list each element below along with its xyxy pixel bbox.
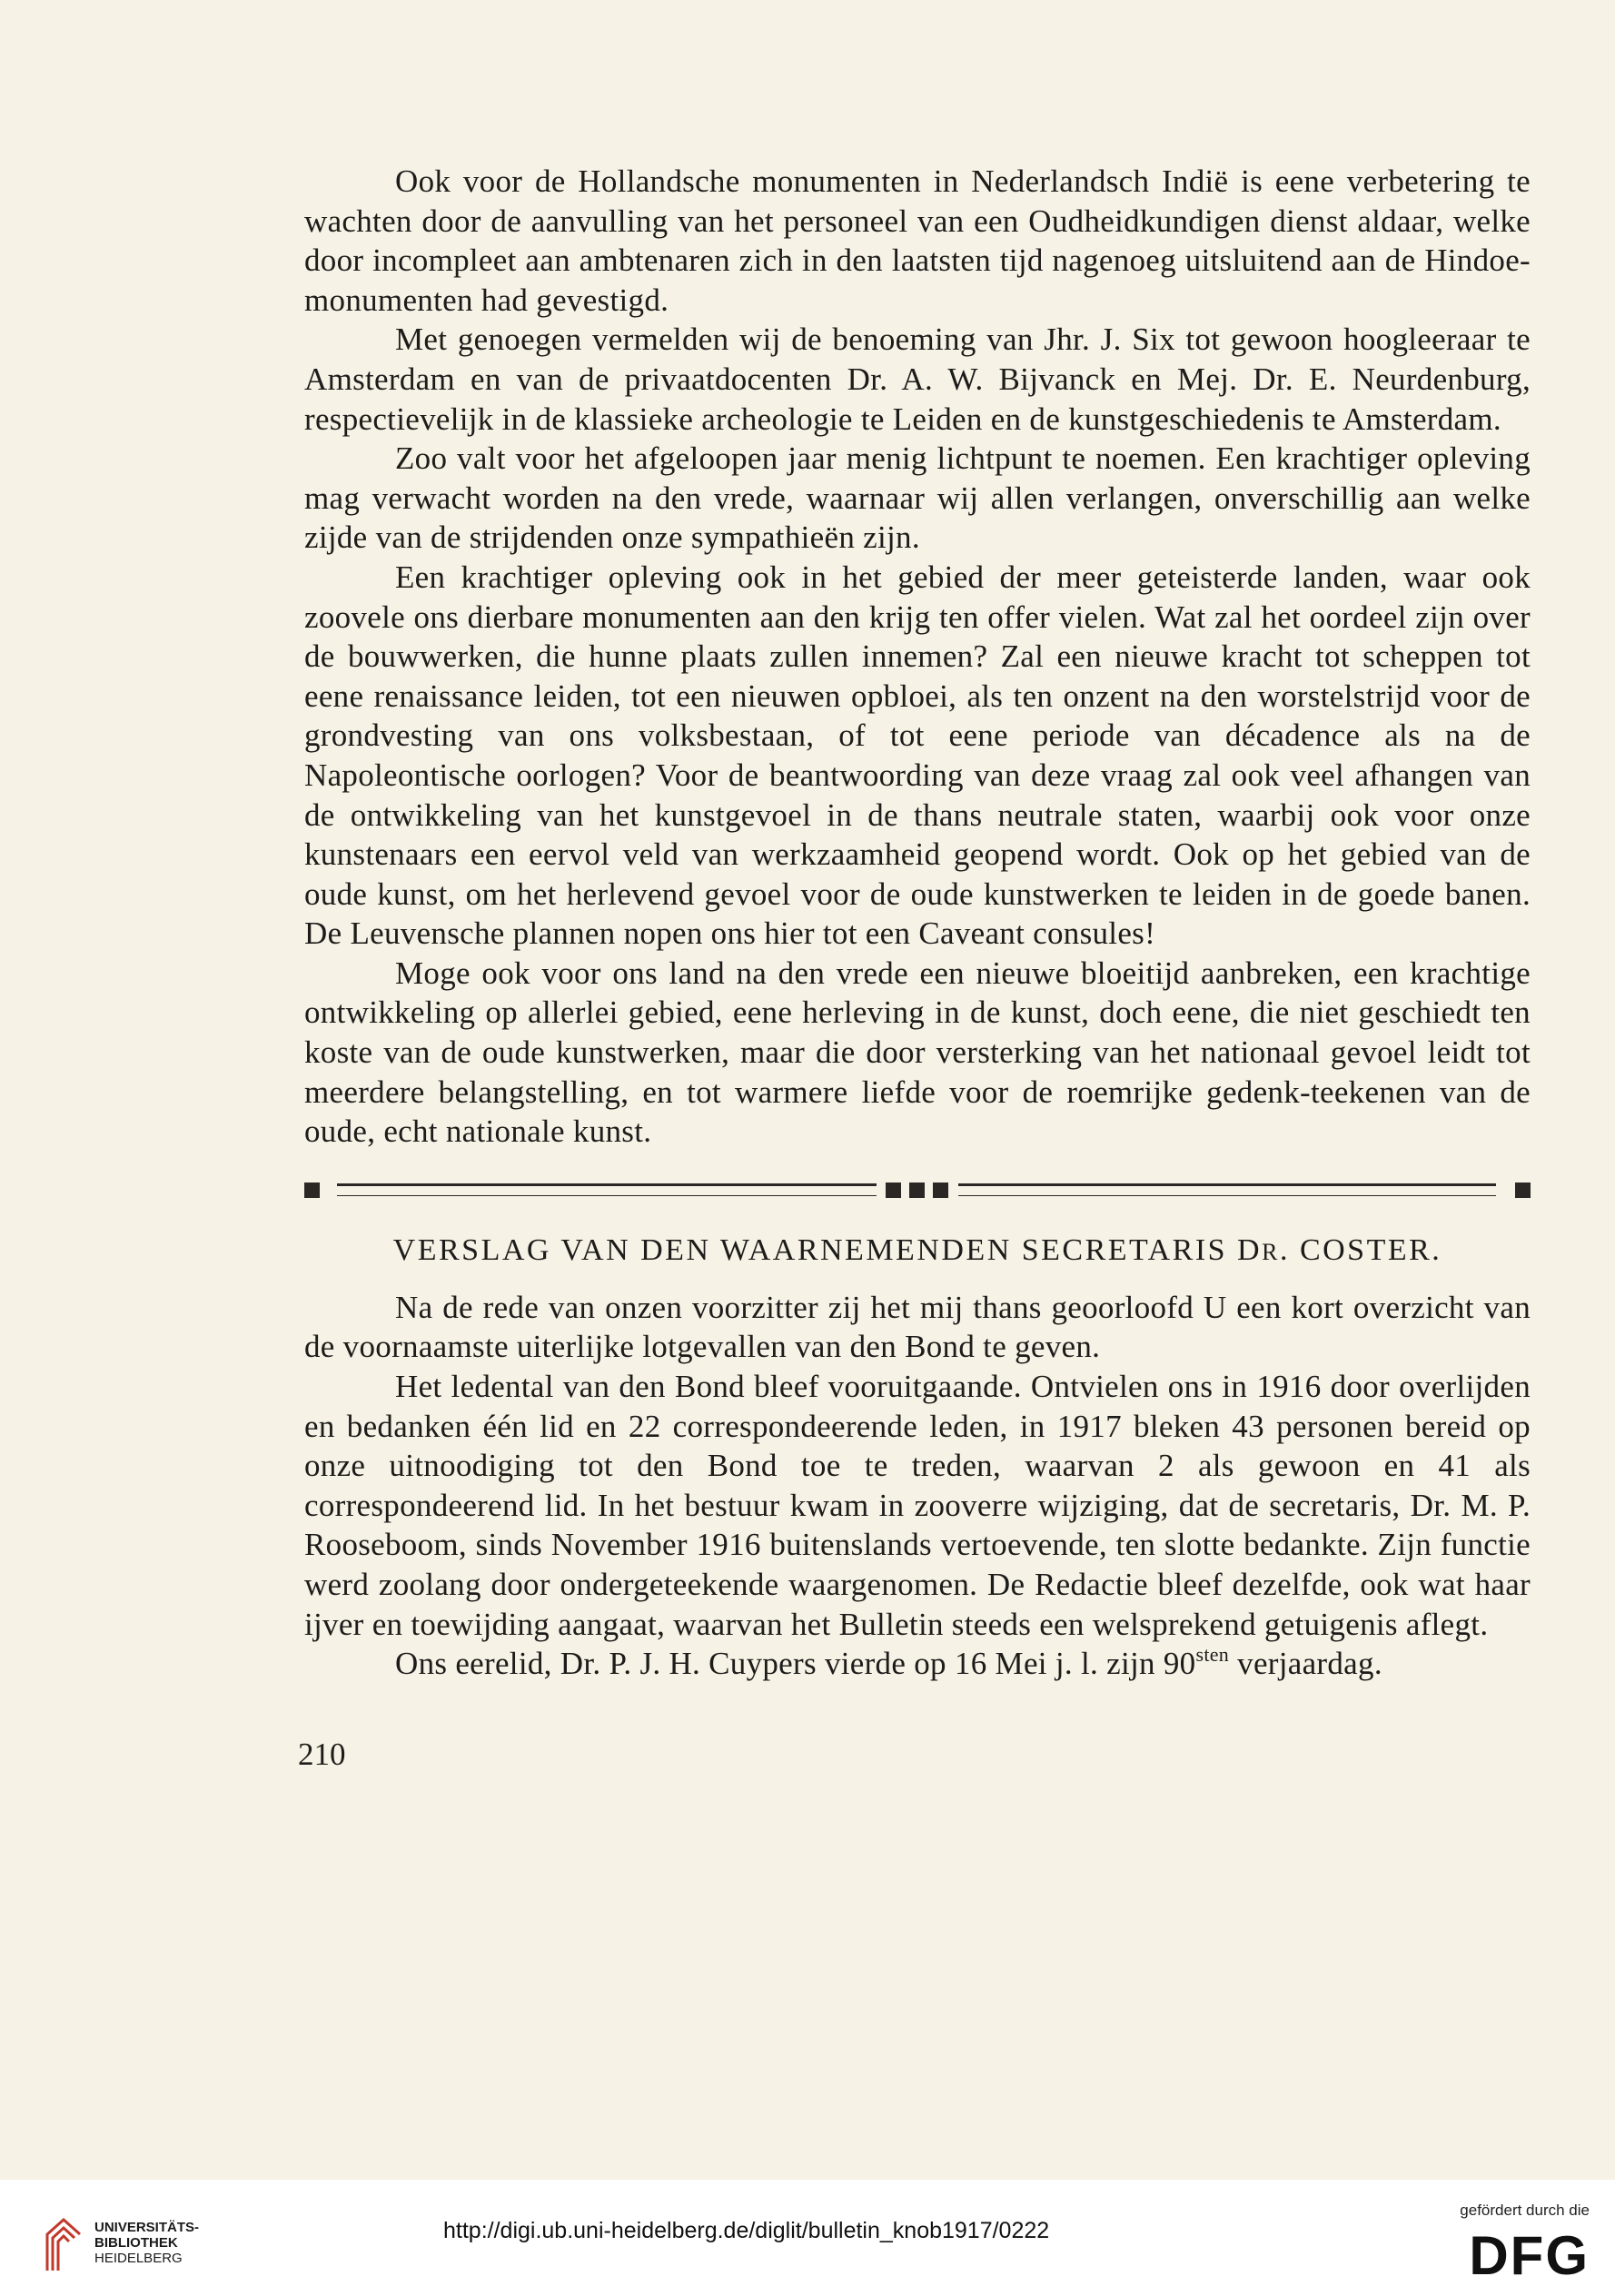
paragraph-last bbox=[304, 1644, 1531, 1684]
library-name bbox=[94, 2220, 199, 2266]
paragraph: Een krachtiger opleving ook in het gebied der meer geteisterde landen, waar ook zoovele ons dierbare monumenten aan den krijg ten offer vielen. Wat zal het oordeel zijn over de bouwwerken, die hunne plaats zullen innemen? Zal een nieuwe kracht tot scheppen tot eene renaissance leiden, tot een nieuwen opbloei, als ten onzent na den worstelstrijd voor de grondvesting van ons volksbestaan, of tot eene periode van décadence als na de Napoleontische oorlogen? Voor de beantwoording van deze vraag zal ook veel afhangen van de ontwikkeling van het kunstgevoel in de thans neutrale staten, waarbij ook voor onze kunstenaars een eervol veld van werkzaamheid geopend wordt. Ook op het gebied van de oude kunst, om het herlevend gevoel voor de oude kunstwerken te leiden in de goede banen. De Leuvensche plannen nopen ons hier tot een Caveant consules! bbox=[304, 559, 1531, 952]
ornament-square-icon bbox=[933, 1183, 948, 1198]
superscript: sten bbox=[1195, 1643, 1230, 1667]
ornament-rule bbox=[958, 1183, 1496, 1196]
paragraph: Ook voor de Hollandsche monumenten in Nederlandsch Indië is eene verbetering te wachten door de aanvulling van het personeel van een Oudheidkundigen dienst aldaar, welke door incompleet aan ambtenaren zich in den laatsten tijd nagenoeg uitsluitend aan de Hindoe-monumenten had gevestigd. bbox=[304, 163, 1531, 318]
ornament-square-icon bbox=[909, 1183, 925, 1198]
paragraph: Het ledental van den Bond bleef vooruitgaande. Ontvielen ons in 1916 door overlijden en bedanken één lid en 22 correspondeerende leden, in 1917 bleken 43 personen bereid op onze uitnoodiging tot den Bond toe te treden, waarvan 2 als gewoon en 41 als correspondeerend lid. In het bestuur kwam in zooverre wijziging, dat de secretaris, Dr. M. P. Rooseboom, sinds November 1916 buitenslands vertoevende, ten slotte bedankte. Zijn functie werd zoolang door ondergeteekende waargenomen. De Redactie bleef dezelfde, ook wat haar ijver en toewijding aangaat, waarvan het Bulletin steeds een welsprekend getuigenis aflegt. bbox=[304, 1369, 1531, 1642]
section-heading bbox=[304, 1233, 1531, 1268]
section-heading-end: . COSTER. bbox=[1279, 1232, 1442, 1267]
paragraph: Na de rede van onzen voorzitter zij het mij thans geoorloofd U een kort overzicht van de voornaamste uiterlijke lotgevallen van den Bond te geven. bbox=[304, 1289, 1531, 1365]
section-heading-smallcaps: R bbox=[1262, 1238, 1280, 1265]
library-name-line: BIBLIOTHEK bbox=[94, 2235, 178, 2251]
paragraph: Zoo valt voor het afgeloopen jaar menig lichtpunt te noemen. Een krachtiger opleving mag verwacht worden na den vrede, waarnaar wij allen verlangen, onverschillig aan welke zijde van de strijdenden onze sympathieën zijn. bbox=[304, 440, 1531, 556]
ornament-square-icon bbox=[1515, 1183, 1531, 1198]
library-name-line: UNIVERSITÄTS- bbox=[94, 2220, 200, 2235]
paragraph: Met genoegen vermelden wij de benoeming van Jhr. J. Six tot gewoon hoogleeraar te Amsterdam en van de privaatdocenten Dr. A. W. Bijvanck en Mej. Dr. E. Neurdenburg, respectievelijk in de klassieke archeologie te Leiden en de kunstgeschiedenis te Amsterdam. bbox=[304, 322, 1531, 437]
ornament-square-icon bbox=[304, 1183, 320, 1198]
source-url-link[interactable]: http://digi.ub.uni-heidelberg.de/diglit/bulletin_knob1917/0222 bbox=[443, 2218, 1050, 2243]
ornament-rule bbox=[337, 1183, 877, 1196]
section-heading-text: VERSLAG VAN DEN WAARNEMENDEN SECRETARIS D bbox=[392, 1232, 1263, 1267]
footer-bar bbox=[0, 2180, 1615, 2296]
page-number: 210 bbox=[298, 1737, 346, 1772]
section-divider-ornament bbox=[304, 1177, 1531, 1204]
dfg-logo-icon: DFG bbox=[1469, 2225, 1590, 2286]
paragraph: Moge ook voor ons land na den vrede een nieuwe bloeitijd aanbreken, een krachtige ontwikkeling op allerlei gebied, eene herleving in de kunst, doch eene, die niet geschiedt ten koste van de oude kunstwerken, maar die door versterking van het nationaal gevoel leidt tot meerdere belangstelling, en tot warmere liefde voor de roemrijke gedenk-teekenen van de oude, echt nationale kunst. bbox=[304, 955, 1531, 1150]
last-line-end: verjaardag. bbox=[1229, 1646, 1382, 1682]
library-logo-icon bbox=[40, 2216, 87, 2272]
last-line-text: Ons eerelid, Dr. P. J. H. Cuypers vierde op 16 Mei j. l. zijn 90 bbox=[395, 1646, 1196, 1682]
text-block bbox=[304, 162, 1531, 1684]
library-name-line: HEIDELBERG bbox=[94, 2251, 183, 2266]
funded-by-label: gefördert durch die bbox=[1460, 2202, 1590, 2219]
ornament-square-icon bbox=[886, 1183, 901, 1198]
